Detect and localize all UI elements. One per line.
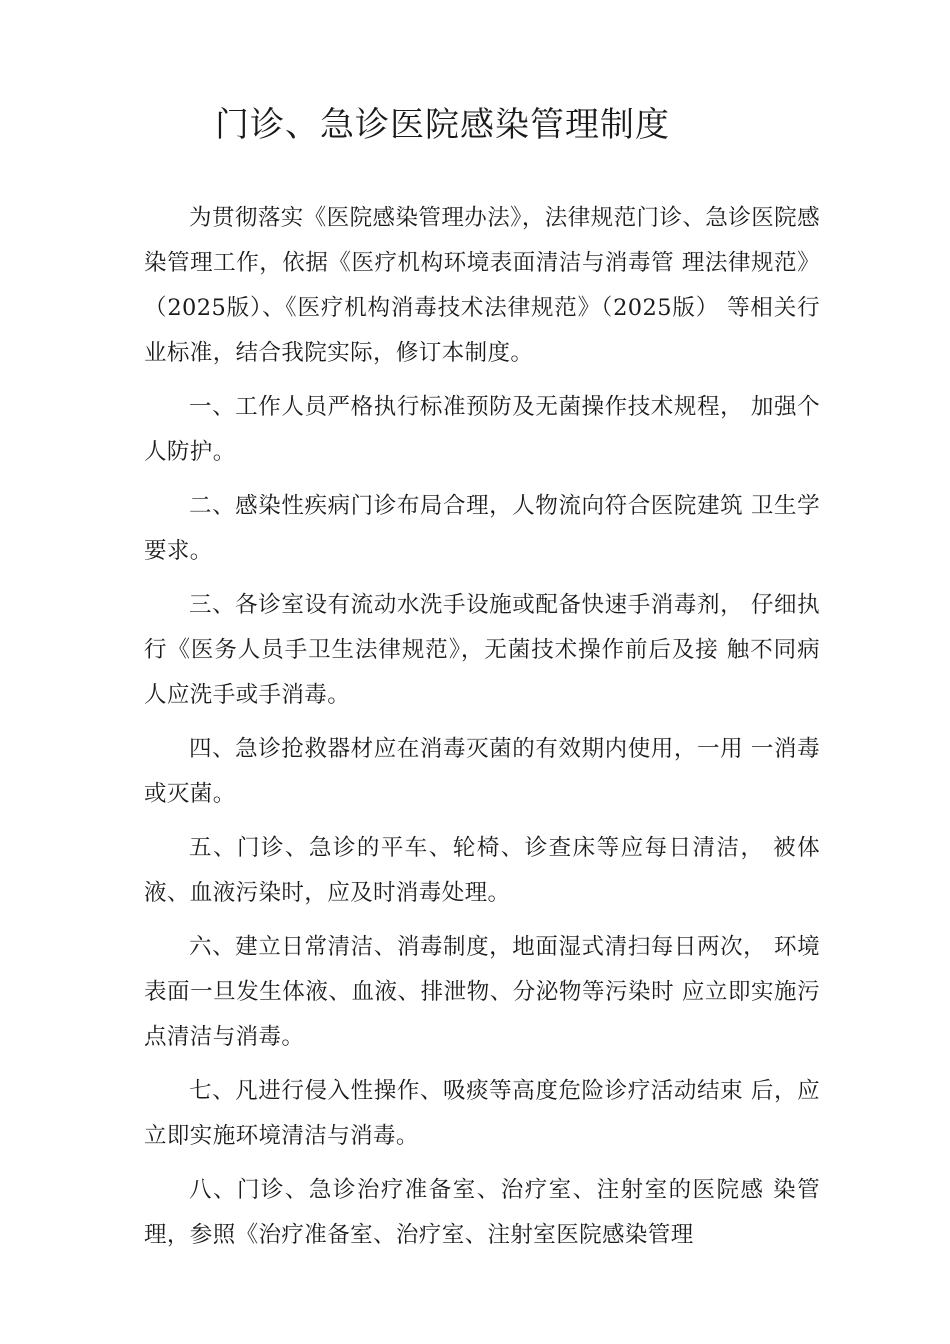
document-title: 门诊、急诊医院感染管理制度 <box>215 105 670 145</box>
clause-1-paragraph: 一、工作人员严格执行标准预防及无菌操作技术规程， 加强个人防护。 <box>144 394 820 465</box>
clause-4-paragraph: 四、急诊抢救器材应在消毒灭菌的有效期内使用，一用 一消毒或灭菌。 <box>144 736 820 807</box>
clause-7-paragraph: 七、凡进行侵入性操作、吸痰等高度危险诊疗活动结束 后，应立即实施环境清洁与消毒。 <box>144 1078 820 1149</box>
clause-2-paragraph: 二、感染性疾病门诊布局合理，人物流向符合医院建筑 卫生学要求。 <box>144 493 820 564</box>
clause-6-paragraph: 六、建立日常清洁、消毒制度，地面湿式清扫每日两次， 环境表面一旦发生体液、血液、排泄物、分泌物等污染时 应立即实施污点清洁与消毒。 <box>144 934 820 1050</box>
document-body <box>144 196 820 1267</box>
clause-8-paragraph: 八、门诊、急诊治疗准备室、治疗室、注射室的医院感 染管理，参照《治疗准备室、治疗室、注射室医院感染管理 <box>144 1177 820 1248</box>
intro-paragraph: 为贯彻落实《医院感染管理办法》，法律规范门诊、急诊医院感染管理工作，依据《医疗机构环境表面清洁与消毒管 理法律规范》（2025版）、《医疗机构消毒技术法律规范》（2025版） 等相关行业标准，结合我院实际，修订本制度。 <box>144 205 820 366</box>
clause-5-paragraph: 五、门诊、急诊的平车、轮椅、诊查床等应每日清洁， 被体液、血液污染时，应及时消毒处理。 <box>144 835 820 906</box>
clause-3-paragraph: 三、各诊室设有流动水洗手设施或配备快速手消毒剂， 仔细执行《医务人员手卫生法律规范》，无菌技术操作前后及接 触不同病人应洗手或手消毒。 <box>144 592 820 708</box>
